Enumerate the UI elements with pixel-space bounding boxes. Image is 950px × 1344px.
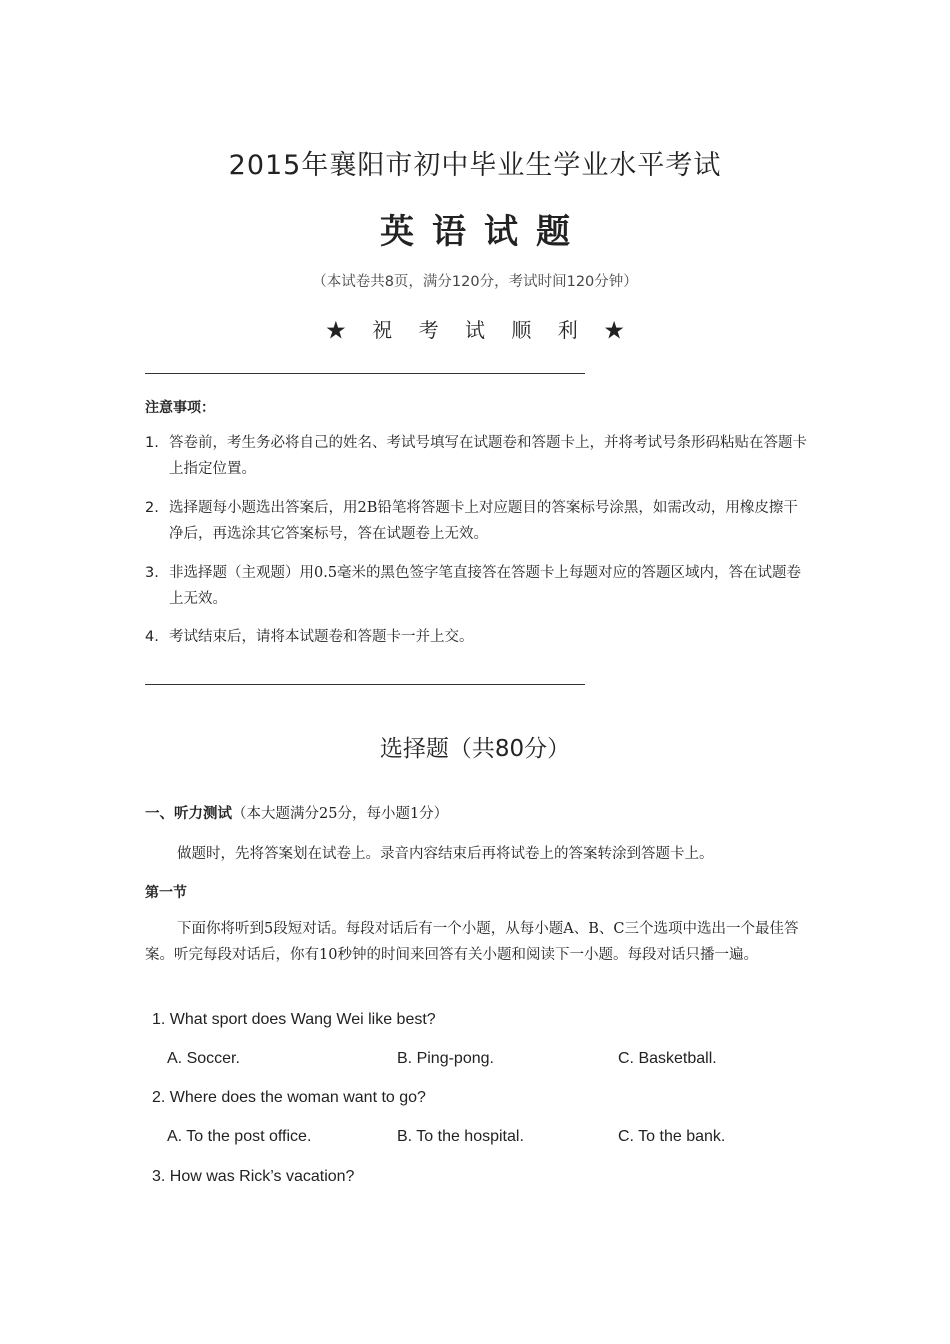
blessing-line: ★ 祝 考 试 顺 利 ★ (325, 318, 635, 342)
part-note: （本大题满分25分，每小题1分） (232, 806, 449, 822)
note-number: 3. (145, 565, 159, 581)
exam-title: 2015年襄阳市初中毕业生学业水平考试 (228, 150, 722, 181)
exam-info: （本试卷共8页，满分120分，考试时间120分钟） (312, 274, 638, 290)
note-item (145, 624, 810, 650)
top-divider (145, 373, 585, 374)
option-b: B. Ping-pong. (397, 1050, 494, 1067)
part-instruction: 做题时，先将答案划在试卷上。录音内容结束后再将试卷上的答案转涂到答题卡上。 (177, 846, 714, 862)
note-item (145, 430, 810, 482)
option-a: A. To the post office. (167, 1128, 312, 1145)
note-number: 1. (145, 435, 159, 451)
note-item (145, 495, 810, 547)
note-text: 答卷前，考生务必将自己的姓名、考试号填写在试题卷和答题卡上，并将考试号条形码粘贴在答题卡上指定位置。 (169, 435, 807, 477)
option-b: B. To the hospital. (397, 1128, 524, 1145)
question-stem: 1. What sport does Wang Wei like best? (152, 1011, 436, 1028)
note-number: 2. (145, 500, 159, 516)
note-number: 4. (145, 629, 159, 645)
note-text: 选择题每小题选出答案后，用2B铅笔将答题卡上对应题目的答案标号涂黑，如需改动，用橡皮擦干净后，再选涂其它答案标号，答在试题卷上无效。 (169, 500, 798, 542)
part-heading (145, 802, 448, 823)
option-c: C. Basketball. (618, 1050, 717, 1067)
notes-heading: 注意事项： (145, 400, 215, 416)
subsection-instruction: 下面你将听到5段短对话。每段对话后有一个小题，从每小题A、B、C三个选项中选出一个最佳答案。听完每段对话后，你有10秒钟的时间来回答有关小题和阅读下一小题。每段对话只播一遍。 (145, 921, 799, 963)
note-text: 考试结束后，请将本试题卷和答题卡一并上交。 (169, 629, 474, 645)
question-stem: 2. Where does the woman want to go? (152, 1089, 426, 1106)
section-title: 选择题（共80分） (379, 736, 571, 762)
note-text: 非选择题（主观题）用0.5毫米的黑色签字笔直接答在答题卡上每题对应的答题区域内，答在试题卷上无效。 (169, 565, 802, 607)
part-label: 一、听力测试 (145, 806, 232, 822)
bottom-divider (145, 684, 585, 685)
note-item (145, 560, 810, 612)
question-stem: 3. How was Rick’s vacation? (152, 1168, 355, 1185)
subject-title: 英语试题 (380, 212, 588, 252)
subsection-label: 第一节 (145, 885, 187, 901)
option-c: C. To the bank. (618, 1128, 726, 1145)
option-a: A. Soccer. (167, 1050, 240, 1067)
